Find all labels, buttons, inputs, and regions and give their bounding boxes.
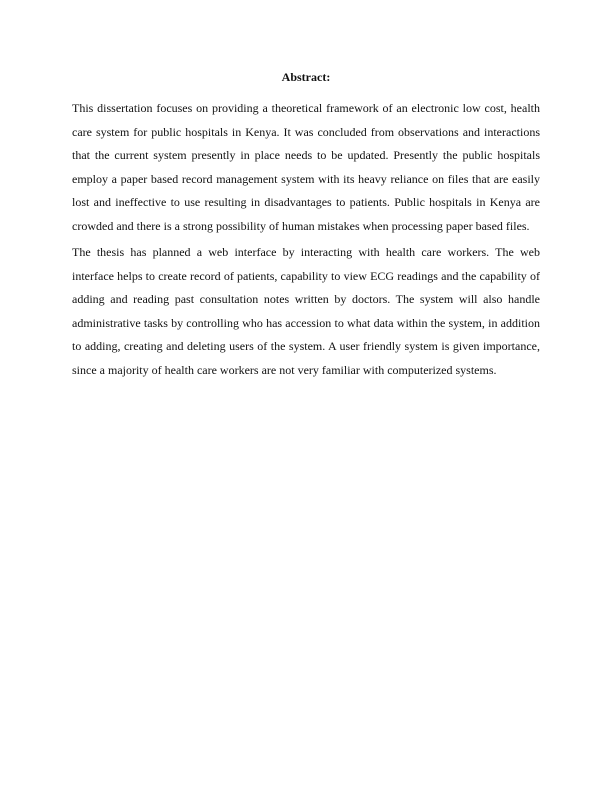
abstract-heading: Abstract: — [281, 70, 331, 84]
abstract-paragraph-2 — [72, 241, 540, 382]
text-line: lost and ineffective to use resulting in disadvantages to patients. Public hospitals in Kenya are — [72, 195, 540, 209]
text-line: This dissertation focuses on providing a theoretical framework of an electronic low cost, health — [72, 101, 540, 115]
text-line: adding and reading past consultation notes written by doctors. The system will also handle — [72, 292, 540, 306]
text-line: since a majority of health care workers are not very familiar with computerized systems. — [72, 362, 497, 377]
abstract-paragraph-1 — [72, 97, 540, 238]
text-line: administrative tasks by controlling who has accession to what data within the system, in addition — [72, 315, 540, 330]
text-line: that the current system presently in place needs to be updated. Presently the public hospitals — [72, 148, 540, 162]
text-line: The thesis has planned a web interface by interacting with health care workers. The web — [72, 245, 540, 259]
text-line: to adding, creating and deleting users of the system. A user friendly system is given importance, — [72, 339, 540, 353]
text-line: crowded and there is a strong possibility of human mistakes when processing paper based files. — [72, 218, 530, 233]
text-line: interface helps to create record of patients, capability to view ECG readings and the capability of — [72, 268, 540, 283]
text-line: employ a paper based record management system with its heavy reliance on files that are easily — [72, 171, 540, 186]
text-line: care system for public hospitals in Kenya. It was concluded from observations and interactions — [72, 124, 540, 139]
